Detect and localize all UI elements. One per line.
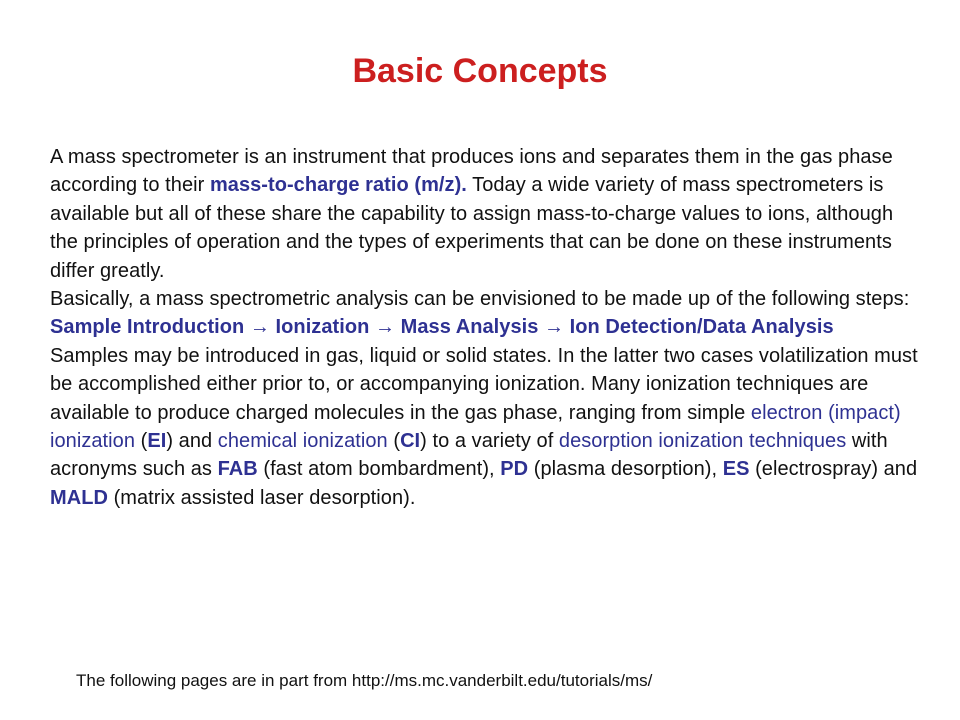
mald-acronym: MALD	[50, 486, 108, 509]
pd-acronym: PD	[500, 458, 529, 481]
ionization-text: (electrospray) and	[749, 458, 918, 481]
es-acronym: ES	[722, 458, 750, 481]
fab-acronym: FAB	[217, 458, 258, 481]
ionization-text: (fast atom bombardment),	[257, 458, 501, 481]
ionization-text: Samples may be introduced in gas, liquid or solid states. In the latter two cases volatilization must be accomplished either prior to, or accompanying ionization. Many ionization techniques are available to produce charged molecules in the gas phase, ranging from simple	[50, 344, 918, 424]
ionization-text: (	[387, 430, 401, 453]
intro-text-cont: Today a wide variety of mass spectrometers is available but all of these share the capability to assign mass-to-charge values to ions, although the principles of operation and the types of experiments that can be done on these instruments differ greatly.	[50, 174, 894, 282]
ionization-text: ) and	[166, 430, 218, 453]
ionization-text: (plasma desorption),	[528, 458, 723, 481]
footer-source-note: The following pages are in part from http://ms.mc.vanderbilt.edu/tutorials/ms/	[76, 671, 653, 690]
intro-text: A mass spectrometer is an instrument that produces ions and separates them in the gas phase according to their	[50, 146, 893, 197]
ionization-paragraph	[50, 342, 920, 512]
desorption-term: desorption ionization techniques	[558, 430, 847, 453]
ei-acronym: EI	[147, 430, 167, 453]
ionization-text: with acronyms such as	[50, 430, 888, 481]
ionization-text: ) to a variety of	[420, 430, 559, 453]
ei-term: electron (impact) ionization	[50, 401, 901, 453]
ci-acronym: CI	[400, 430, 421, 453]
ci-term: chemical ionization	[217, 430, 388, 453]
steps-intro-paragraph: Basically, a mass spectrometric analysis can be envisioned to be made up of the following steps:	[50, 288, 910, 311]
ionization-text: (matrix assisted laser desorption).	[107, 486, 416, 509]
slide-title: Basic Concepts	[352, 52, 608, 90]
mz-term: mass-to-charge ratio (m/z).	[209, 174, 467, 197]
body-text	[50, 143, 920, 512]
intro-paragraph	[50, 143, 920, 285]
steps-sequence: Sample Introduction → Ionization → Mass Analysis → Ion Detection/Data Analysis	[50, 316, 834, 339]
ionization-text: (	[135, 430, 148, 453]
